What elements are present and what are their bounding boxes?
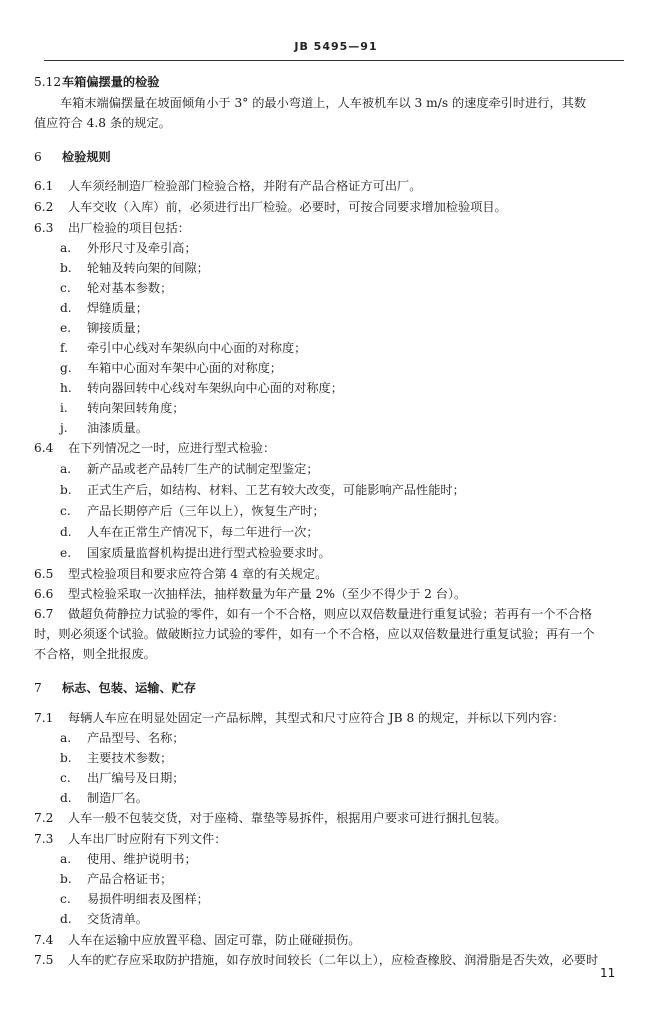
clause-text: 人车一般不包装交货，对于座椅、靠垫等易拆件，根据用户要求可进行捆扎包装。 (68, 811, 507, 825)
item-label: d. (60, 912, 72, 926)
section-title: 标志、包装、运输、贮存 (62, 681, 197, 695)
section-number: 6 (34, 150, 42, 164)
clause-number: 7.4 (34, 933, 54, 947)
list-item (60, 851, 197, 867)
item-text: 轮轴及转向架的间隙； (87, 261, 209, 275)
clause-6-5 (34, 566, 327, 582)
clause-number: 6.1 (34, 179, 54, 193)
item-text: 产品合格证书； (87, 872, 173, 886)
item-text: 轮对基本参数； (87, 281, 173, 295)
item-text: 产品长期停产后（三年以上），恢复生产时； (87, 504, 325, 518)
clause-number: 7.5 (34, 953, 54, 967)
item-label: g. (60, 361, 72, 375)
list-item (60, 770, 185, 786)
item-text: 油漆质量。 (87, 421, 148, 435)
list-item (60, 891, 209, 907)
item-text: 正式生产后，如结构、材料、工艺有较大改变，可能影响产品性能时； (87, 483, 465, 497)
list-item (60, 240, 197, 256)
list-item (60, 524, 319, 540)
clause-7-1 (34, 710, 564, 726)
item-text: 产品型号、名称； (87, 731, 185, 745)
clause-text: 型式检验项目和要求应符合第 4 章的有关规定。 (68, 567, 328, 581)
item-label: j. (60, 421, 68, 435)
item-text: 主要技术参数； (87, 751, 173, 765)
item-text: 铆接质量； (87, 321, 148, 335)
clause-text: 人车在运输中应放置平稳、固定可靠，防止碰碰损伤。 (68, 933, 361, 947)
list-item (60, 730, 185, 746)
list-item (60, 380, 343, 396)
clause-number: 6.4 (34, 441, 54, 455)
item-label: d. (60, 301, 72, 315)
page-header: JB 5495—91 (294, 40, 378, 53)
clause-number: 6.6 (34, 587, 54, 601)
item-label: e. (60, 546, 72, 560)
item-text: 转向架回转角度； (87, 401, 185, 415)
section-7-heading (34, 680, 196, 696)
paragraph-line: 时，则必须逐个试验。做破断拉力试验的零件，如有一个不合格，应以双倍数量进行重复试验；再有一个 (34, 627, 595, 641)
item-text: 转向器回转中心线对车架纵向中心面的对称度； (87, 381, 343, 395)
list-item (60, 320, 148, 336)
paragraph-line: 不合格，则全批报废。 (34, 647, 156, 661)
clause-6-2 (34, 199, 507, 215)
clause-7-3 (34, 831, 226, 847)
item-label: a. (60, 731, 72, 745)
item-text: 使用、维护说明书； (87, 852, 197, 866)
item-label: c. (60, 771, 71, 785)
item-label: d. (60, 791, 72, 805)
clause-number: 6.5 (34, 567, 54, 581)
clause-text: 人车出厂时应附有下列文件： (68, 832, 227, 846)
list-item (60, 360, 282, 376)
clause-6-3 (34, 220, 190, 236)
clause-7-2 (34, 810, 507, 826)
item-text: 牵引中心线对车架纵向中心面的对称度； (87, 341, 307, 355)
clause-number: 7.3 (34, 832, 54, 846)
item-label: e. (60, 321, 72, 335)
section-5-12-heading (34, 74, 160, 90)
list-item (60, 461, 319, 477)
page-number: 11 (600, 966, 616, 980)
list-item (60, 340, 306, 356)
list-item (60, 790, 148, 806)
item-text: 车箱中心面对车架中心面的对称度； (87, 361, 282, 375)
section-title: 车箱偏摆量的检验 (62, 75, 160, 89)
item-text: 外形尺寸及牵引高； (87, 241, 197, 255)
item-label: i. (60, 401, 68, 415)
list-item (60, 750, 172, 766)
item-text: 国家质量监督机构提出进行型式检验要求时。 (87, 546, 331, 560)
section-6-heading (34, 149, 111, 165)
clause-7-4 (34, 932, 361, 948)
list-item (60, 871, 172, 887)
clause-text: 在下列情况之一时，应进行型式检验： (68, 441, 276, 455)
section-number: 7 (34, 681, 42, 695)
list-item (60, 300, 148, 316)
item-label: b. (60, 872, 72, 886)
item-label: b. (60, 483, 72, 497)
item-label: c. (60, 892, 71, 906)
section-number: 5.12 (34, 75, 62, 89)
clause-6-6 (34, 586, 466, 602)
clause-6-1 (34, 178, 421, 194)
item-label: c. (60, 281, 71, 295)
list-item (60, 545, 331, 561)
clause-text: 做超负荷静拉力试验的零件，如有一个不合格，则应以双倍数量进行重复试验；若再有一个不合格 (68, 607, 593, 621)
item-text: 制造厂名。 (87, 791, 148, 805)
clause-text: 人车交收（入库）前，必须进行出厂检验。必要时，可按合同要求增加检验项目。 (68, 200, 507, 214)
list-item (60, 280, 172, 296)
clause-number: 6.7 (34, 607, 54, 621)
clause-number: 7.2 (34, 811, 54, 825)
clause-text: 人车须经制造厂检验部门检验合格，并附有产品合格证方可出厂。 (68, 179, 422, 193)
item-text: 交货清单。 (87, 912, 148, 926)
list-item (60, 503, 325, 519)
list-item (60, 420, 148, 436)
clause-6-7 (34, 606, 592, 622)
clause-text: 型式检验采取一次抽样法，抽样数量为年产量 2%（至少不得少于 2 台）。 (68, 587, 467, 601)
clause-6-4 (34, 440, 275, 456)
paragraph-line: 车箱末端偏摆量在坡面倾角小于 3° 的最小弯道上，人车被机车以 3 m/s 的速度牵引时进行，其数 (60, 96, 587, 110)
header-rule (44, 60, 624, 61)
clause-number: 6.3 (34, 221, 54, 235)
clause-7-5 (34, 952, 598, 968)
section-title: 检验规则 (62, 150, 111, 164)
list-item (60, 911, 148, 927)
list-item (60, 482, 465, 498)
item-label: d. (60, 525, 72, 539)
item-label: f. (60, 341, 68, 355)
item-text: 新产品或老产品转厂生产的试制定型鉴定； (87, 462, 319, 476)
clause-text: 每辆人车应在明显处固定一产品标牌，其型式和尺寸应符合 JB 8 的规定，并标以下列内容： (68, 711, 565, 725)
clause-text: 出厂检验的项目包括： (68, 221, 190, 235)
list-item (60, 400, 185, 416)
clause-number: 7.1 (34, 711, 54, 725)
item-text: 人车在正常生产情况下，每二年进行一次； (87, 525, 319, 539)
item-label: a. (60, 241, 72, 255)
item-text: 焊缝质量； (87, 301, 148, 315)
item-label: c. (60, 504, 71, 518)
clause-text: 人车的贮存应采取防护措施，如存放时间较长（二年以上），应检查橡胶、润滑脂是否失效，必要时 (68, 953, 599, 967)
item-text: 出厂编号及日期； (87, 771, 185, 785)
item-label: a. (60, 852, 72, 866)
item-label: h. (60, 381, 72, 395)
item-text: 易损件明细表及图样； (87, 892, 209, 906)
item-label: b. (60, 751, 72, 765)
list-item (60, 260, 209, 276)
clause-number: 6.2 (34, 200, 54, 214)
paragraph-line: 值应符合 4.8 条的规定。 (34, 116, 171, 130)
item-label: b. (60, 261, 72, 275)
item-label: a. (60, 462, 72, 476)
